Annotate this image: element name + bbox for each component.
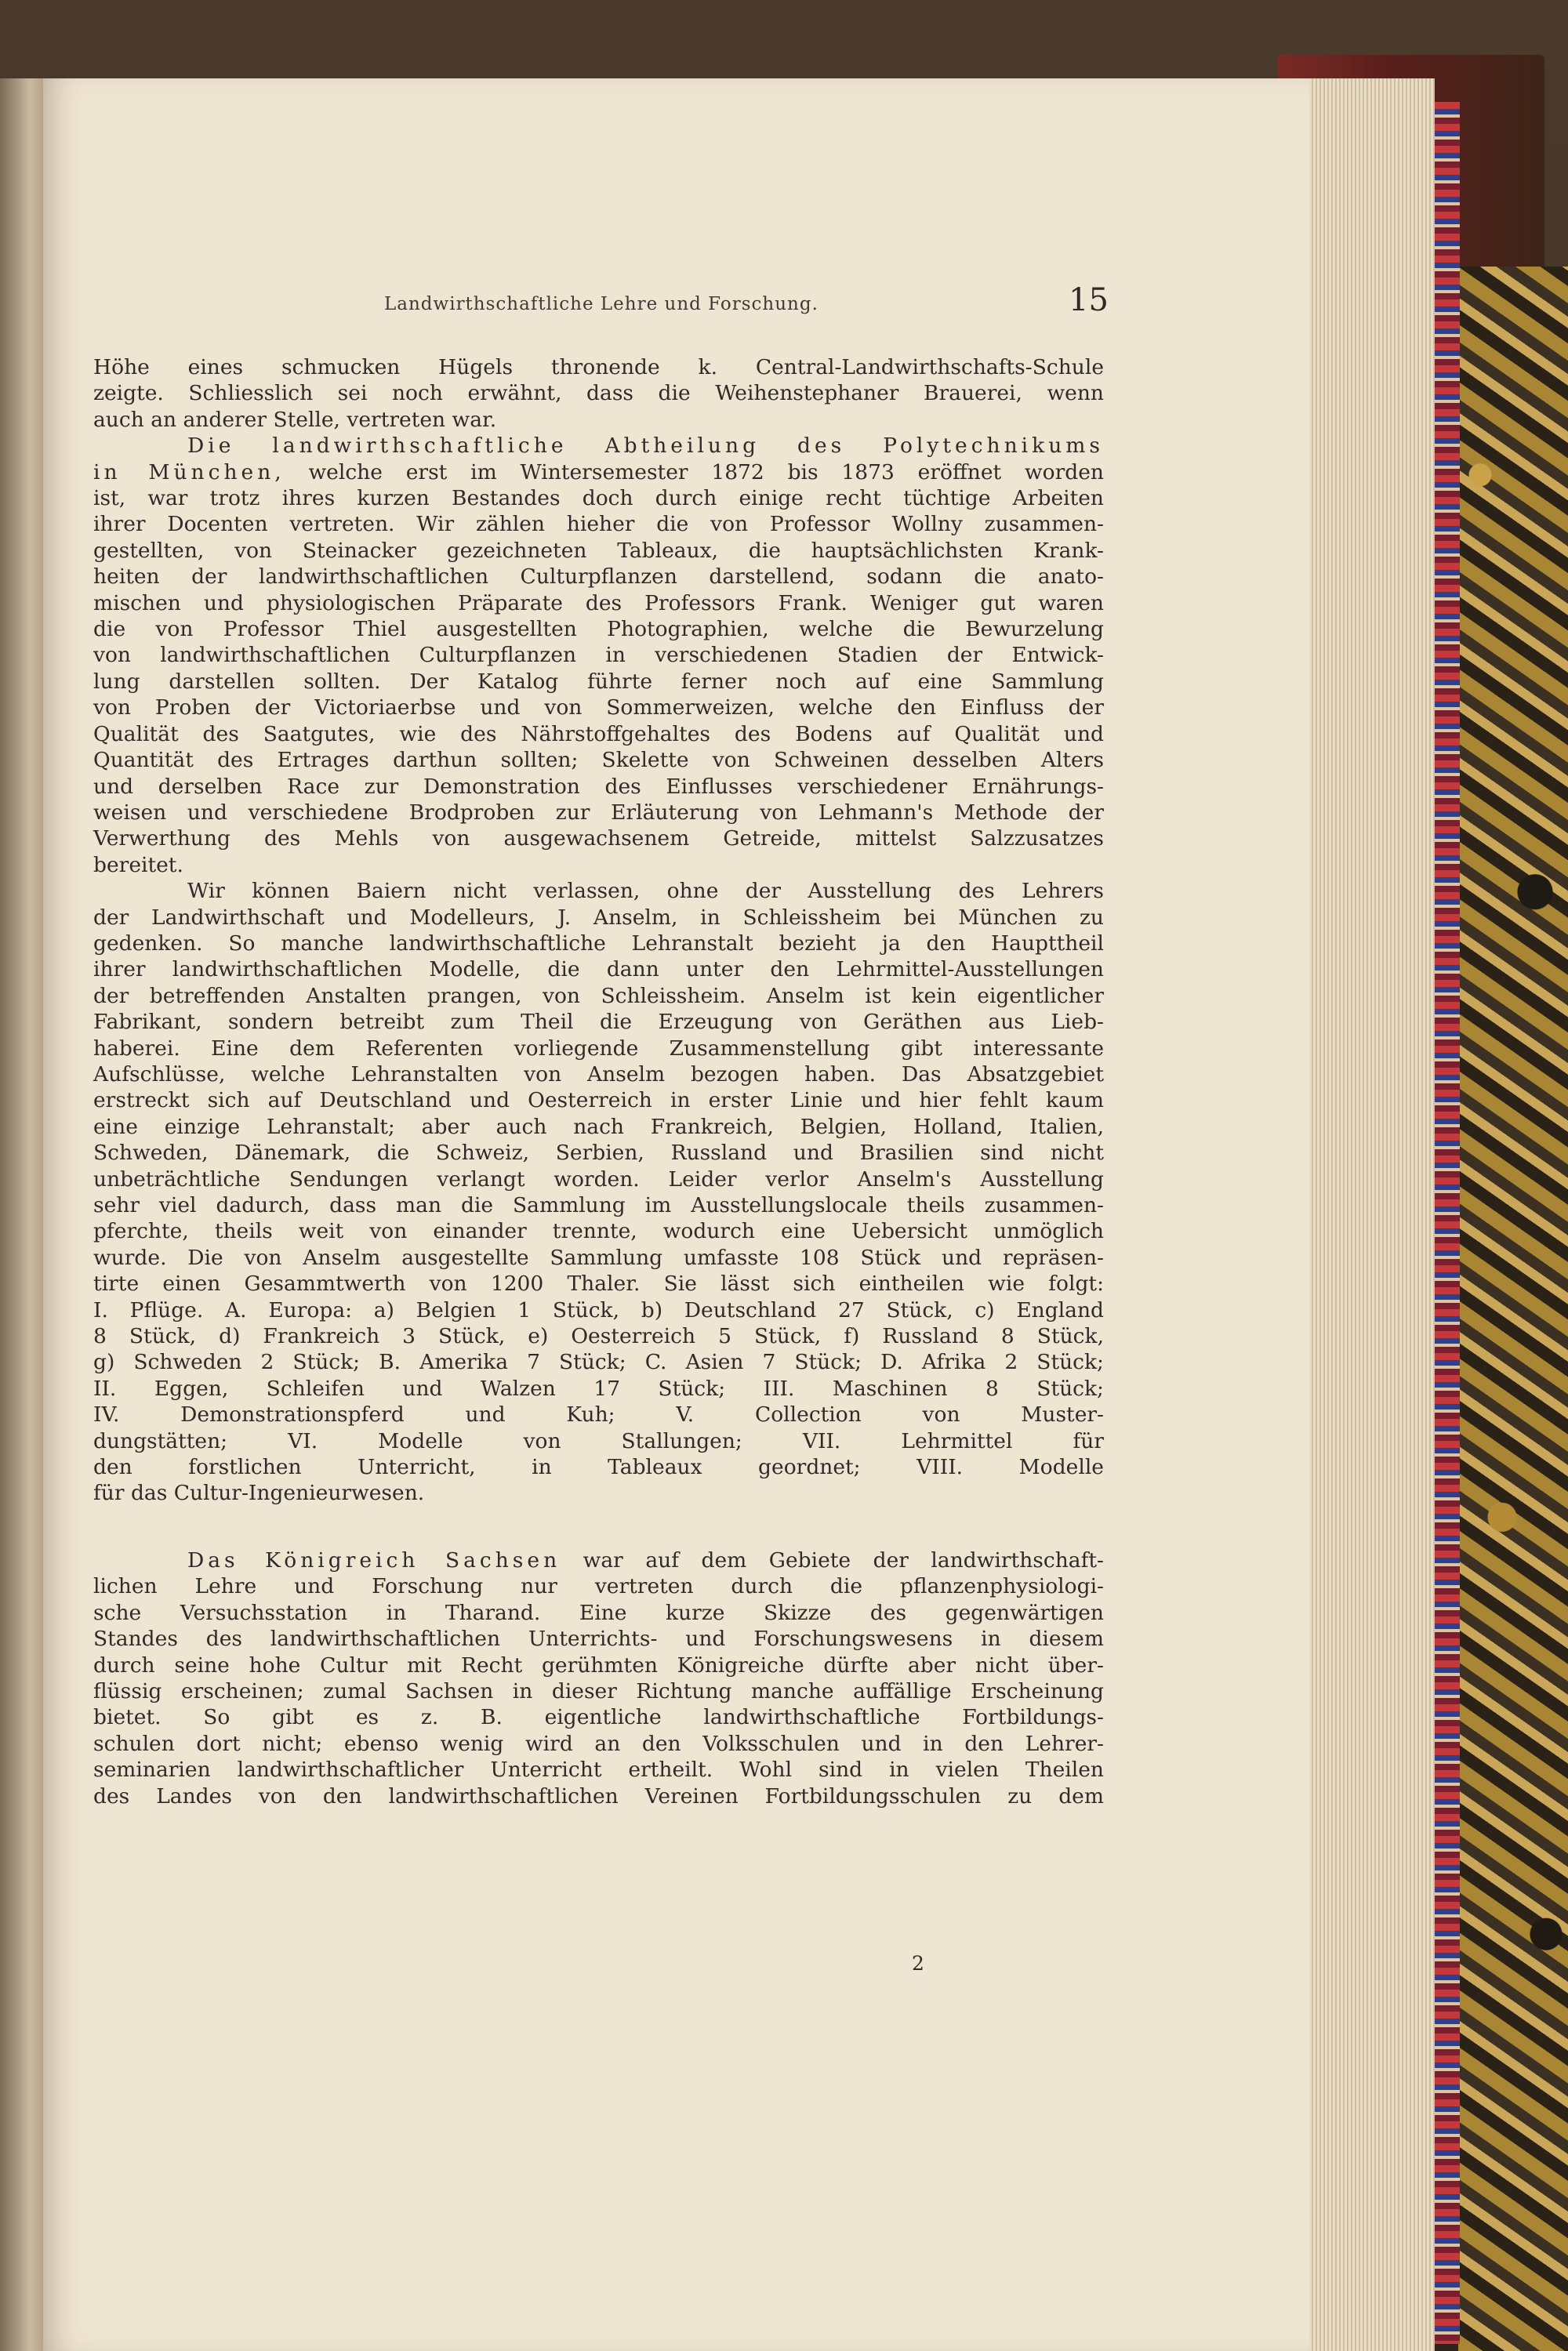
text-line [93, 1087, 1104, 1113]
running-head: Landwirthschaftliche Lehre und Forschung. [384, 294, 818, 314]
line-text: von Proben der Victoriaerbse und von Sommerweizen, welche den Einfluss der [93, 695, 1104, 720]
line-text: ist, war trotz ihres kurzen Bestandes doch durch einige recht tüchtige Arbeiten [93, 486, 1104, 511]
line-text: mischen und physiologischen Präparate des Professors Frank. Weniger gut waren [93, 590, 1104, 615]
line-text: sehr viel dadurch, dass man die Sammlung im Ausstellungslocale theils zusammen- [93, 1193, 1104, 1217]
text-line [93, 1626, 1104, 1652]
line-text: den forstlichen Unterricht, in Tableaux geordnet; VIII. Modelle [93, 1455, 1104, 1480]
spaced-emphasis: in München, [93, 459, 285, 484]
line-text: haberei. Eine dem Referenten vorliegende Zusammenstellung gibt interessante [93, 1036, 1104, 1061]
line-text: lichen Lehre und Forschung nur vertreten durch die pflanzenphysiologi- [93, 1574, 1104, 1599]
text-line [93, 1678, 1104, 1704]
text-line [93, 956, 1104, 982]
text-line [93, 1653, 1104, 1678]
line-text: I. Pflüge. A. Europa: a) Belgien 1 Stück, b) Deutschland 27 Stück, c) England [93, 1297, 1104, 1322]
text-line [93, 1757, 1104, 1783]
line-text: Standes des landwirthschaftlichen Unterrichts- und Forschungswesens in diesem [93, 1627, 1104, 1652]
text-line [93, 564, 1104, 590]
text-line [93, 774, 1104, 800]
sprinkled-page-edge [1435, 102, 1460, 2344]
text-line [93, 433, 1104, 459]
text-line [93, 1376, 1104, 1402]
line-text: Wir können Baiern nicht verlassen, ohne der Ausstellung des Lehrers [187, 879, 1104, 904]
text-line [93, 1731, 1104, 1757]
line-text: pferchte, theils weit von einander trennte, wodurch eine Uebersicht unmöglich [93, 1219, 1104, 1244]
line-text: zeigte. Schliesslich sei noch erwähnt, dass die Weihenstephaner Brauerei, wenn [93, 381, 1104, 406]
line-text: des Landes von den landwirthschaftlichen Vereinen Fortbildungsschulen zu dem [93, 1783, 1104, 1809]
line-text: 8 Stück, d) Frankreich 3 Stück, e) Oesterreich 5 Stück, f) Russland 8 Stück, [93, 1324, 1104, 1349]
line-text: eine einzige Lehranstalt; aber auch nach Frankreich, Belgien, Holland, Italien, [93, 1114, 1104, 1139]
marbled-cover [1458, 267, 1568, 2351]
line-text: g) Schweden 2 Stück; B. Amerika 7 Stück; C. Asien 7 Stück; D. Afrika 2 Stück; [93, 1350, 1104, 1375]
text-line [93, 1428, 1104, 1454]
line-text: erstreckt sich auf Deutschland und Oesterreich in erster Linie und hier fehlt kaum [93, 1088, 1104, 1113]
text-line [93, 1192, 1104, 1218]
line-text: Höhe eines schmucken Hügels thronende k. Central-Landwirthschafts-Schule [93, 355, 1104, 379]
text-line [93, 642, 1104, 668]
line-text: bietet. So gibt es z. B. eigentliche landwirthschaftliche Fortbildungs- [93, 1705, 1104, 1730]
text-line [93, 983, 1104, 1009]
line-text: wurde. Die von Anselm ausgestellte Sammlung umfasste 108 Stück und repräsen- [93, 1245, 1104, 1270]
line-text: Fabrikant, sondern betreibt zum Theil die Erzeugung von Geräthen aus Lieb- [93, 1010, 1104, 1035]
text-line [93, 354, 1104, 380]
text-line [93, 380, 1104, 406]
text-line [93, 1704, 1104, 1730]
page-number: 15 [1069, 282, 1109, 318]
text-line [93, 1166, 1104, 1192]
line-text: und derselben Race zur Demonstration des Einflusses verschiedener Ernährungs- [93, 774, 1104, 799]
line-text: ihrer Docenten vertreten. Wir zählen hieher die von Professor Wollny zusammen- [93, 512, 1104, 537]
line-text: ihrer landwirthschaftlichen Modelle, die dann unter den Lehrmittel-Ausstellungen [93, 957, 1104, 982]
text-line [93, 747, 1104, 773]
line-text: die von Professor Thiel ausgestellten Photographien, welche die Bewurzelung [93, 617, 1104, 642]
text-line [93, 1480, 1104, 1506]
text-line [93, 1349, 1104, 1375]
text-line [93, 590, 1104, 616]
line-text: auch an anderer Stelle, vertreten war. [93, 407, 497, 432]
text-line [93, 931, 1104, 956]
line-text: weisen und verschiedene Brodproben zur Erläuterung von Lehmann's Methode der [93, 800, 1104, 825]
text-line [93, 538, 1104, 564]
text-line [93, 1783, 1104, 1809]
line-text: der Landwirthschaft und Modelleurs, J. Anselm, in Schleissheim bei München zu [93, 905, 1104, 930]
text-line [93, 1140, 1104, 1166]
line-text: flüssig erscheinen; zumal Sachsen in dieser Richtung manche auffällige Erscheinung [93, 1678, 1104, 1703]
text-line [93, 1009, 1104, 1035]
line-text: II. Eggen, Schleifen und Walzen 17 Stück; III. Maschinen 8 Stück; [93, 1376, 1104, 1401]
line-text: durch seine hohe Cultur mit Recht gerühmten Königreiche dürfte aber nicht über- [93, 1653, 1104, 1678]
line-text: Verwerthung des Mehls von ausgewachsenem Getreide, mittelst Salzzusatzes [93, 826, 1104, 851]
line-text: Quantität des Ertrages darthun sollten; Skelette von Schweinen desselben Alters [93, 748, 1104, 773]
line-text: Qualität des Saatgutes, wie des Nährstoffgehaltes des Bodens auf Qualität und [93, 721, 1104, 746]
line-text: Aufschlüsse, welche Lehranstalten von Anselm bezogen haben. Das Absatzgebiet [93, 1061, 1104, 1087]
line-text: IV. Demonstrationspferd und Kuh; V. Collection von Muster- [93, 1402, 1104, 1428]
line-text: bereitet. [93, 852, 183, 877]
line-text: welche erst im Wintersemester 1872 bis 1873 eröffnet worden [285, 459, 1104, 484]
line-text: dungstätten; VI. Modelle von Stallungen; VII. Lehrmittel für [93, 1428, 1104, 1453]
text-line [93, 1271, 1104, 1297]
text-line [93, 852, 1104, 878]
line-text: seminarien landwirthschaftlicher Unterricht ertheilt. Wohl sind in vielen Theilen [93, 1758, 1104, 1783]
line-text: der betreffenden Anstalten prangen, von Schleissheim. Anselm ist kein eigentlicher [93, 983, 1104, 1008]
text-line [93, 1573, 1104, 1599]
text-line [93, 616, 1104, 642]
text-line [93, 1323, 1104, 1349]
text-line [93, 825, 1104, 851]
line-text: war auf dem Gebiete der landwirthschaft- [561, 1547, 1104, 1573]
text-line [93, 669, 1104, 695]
line-text: für das Cultur-Ingenieurwesen. [93, 1481, 425, 1506]
page-stack [1301, 78, 1435, 2351]
signature-mark: 2 [912, 1952, 924, 1975]
line-text: gestellten, von Steinacker gezeichneten Tableaux, die hauptsächlichsten Krank- [93, 538, 1104, 563]
paragraph-gap [93, 1507, 1104, 1547]
text-line [93, 511, 1104, 537]
spaced-emphasis: Die landwirthschaftliche Abtheilung des Polytechnikums [187, 434, 1104, 459]
line-text: sche Versuchsstation in Tharand. Eine kurze Skizze des gegenwärtigen [93, 1600, 1104, 1625]
text-line [93, 1547, 1104, 1573]
line-text: gedenken. So manche landwirthschaftliche Lehranstalt bezieht ja den Haupttheil [93, 931, 1104, 956]
text-line [93, 721, 1104, 747]
body-text [93, 354, 1104, 1809]
text-line [93, 905, 1104, 931]
text-line [93, 1600, 1104, 1626]
text-line [93, 1114, 1104, 1140]
facing-page-edge [0, 78, 43, 2351]
line-text: schulen dort nicht; ebenso wenig wird an den Volksschulen und in den Lehrer- [93, 1731, 1104, 1756]
text-line [93, 1036, 1104, 1061]
spaced-emphasis: Das Königreich Sachsen [187, 1547, 561, 1573]
text-line [93, 1218, 1104, 1244]
line-text: lung darstellen sollten. Der Katalog führte ferner noch auf eine Sammlung [93, 669, 1104, 694]
text-line [93, 485, 1104, 511]
line-text: Schweden, Dänemark, die Schweiz, Serbien, Russland und Brasilien sind nicht [93, 1141, 1104, 1166]
line-text: heiten der landwirthschaftlichen Culturpflanzen darstellend, sodann die anato- [93, 564, 1104, 590]
line-text: von landwirthschaftlichen Culturpflanzen in verschiedenen Stadien der Entwick- [93, 643, 1104, 668]
text-line [93, 407, 1104, 433]
text-line [93, 695, 1104, 720]
text-line [93, 459, 1104, 485]
text-line [93, 878, 1104, 904]
text-line [93, 1245, 1104, 1271]
text-line [93, 1454, 1104, 1480]
text-line [93, 1297, 1104, 1323]
text-line [93, 800, 1104, 825]
text-line [93, 1402, 1104, 1428]
line-text: unbeträchtliche Sendungen verlangt worden. Leider verlor Anselm's Ausstellung [93, 1166, 1104, 1192]
text-line [93, 1061, 1104, 1087]
line-text: tirte einen Gesammtwerth von 1200 Thaler. Sie lässt sich eintheilen wie folgt: [93, 1272, 1104, 1297]
